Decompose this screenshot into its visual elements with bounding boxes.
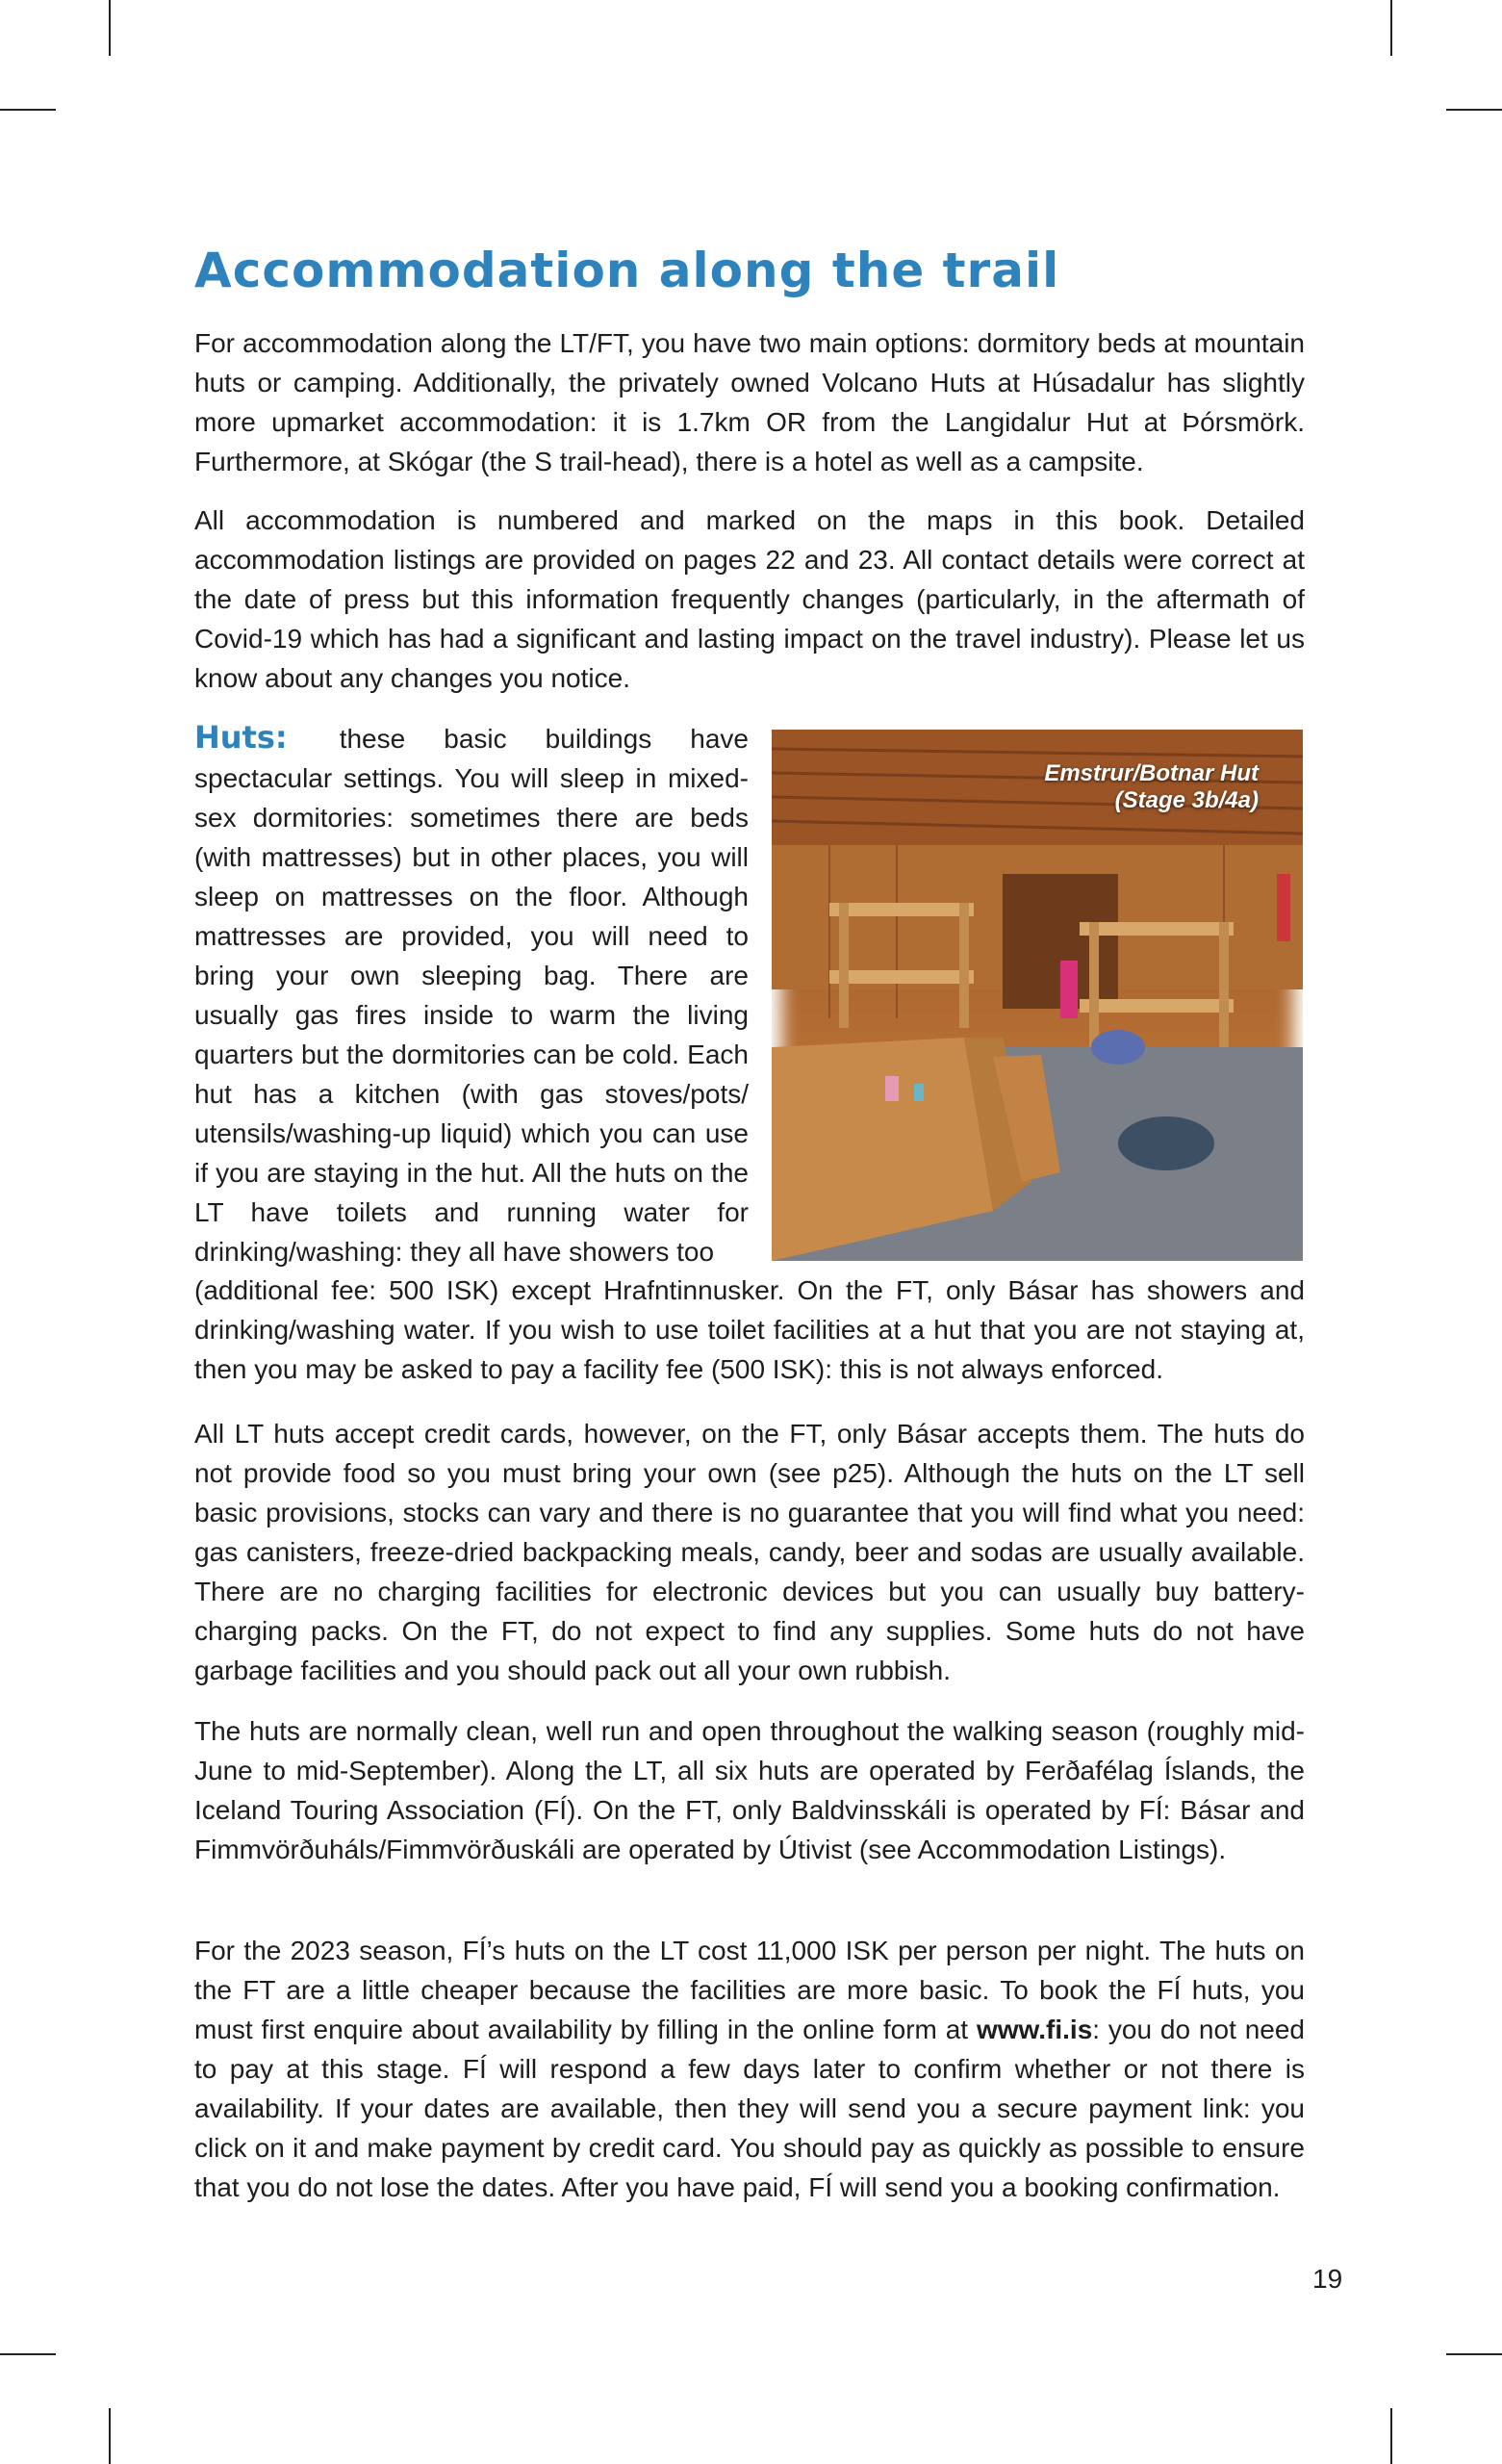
booking-text-start: For the 2023 season, FÍ’s huts on the LT cost 11,000 ISK per person per night. The huts on the FT are a little cheaper because the facilities are more basic. To book the FÍ huts, you must first enquire about availability by filling in the online form at bbox=[194, 1936, 1305, 2044]
crop-mark bbox=[1390, 0, 1392, 56]
booking-text-end: : you do not need to pay at this stage. FÍ will respond a few days later to confirm whether or not there is availability. If your dates are available, then they will send you a secure payment link: you click on it and make payment by credit card. You should pay as quickly as possible to ensure that you do not lose the dates. After you have paid, FÍ will send you a booking confirmation. bbox=[194, 2015, 1305, 2202]
crop-mark bbox=[109, 2408, 111, 2464]
huts-text-wrapped: these basic buildings have spectacular settings. You will sleep in mixed-sex dormitories: sometimes there are beds (with mattresses) but in other places, you will sleep on mattresses on the floor. Although mattresses are provided, you will need to bring your own sleeping bag. There are usually gas fires inside to warm the living quarters but the dormitories can be cold. Each hut has a kitchen (with gas stoves/pots/ utensils/washing-up liquid) which you can use if you are staying in the hut. All the huts on the LT have toilets and running water for drinking/washing: they all have showers too bbox=[194, 724, 749, 1267]
crop-mark bbox=[1390, 2408, 1392, 2464]
huts-paragraph-wrapped bbox=[194, 718, 749, 1271]
paragraph-credit-cards: All LT huts accept credit cards, however, on the FT, only Básar accepts them. The huts do not provide food so you must bring your own (see p25). Although the huts on the LT sell basic provisions, stocks can vary and there is no guarantee that you will find what you need: gas canisters, freeze-dried backpacking meals, candy, beer and sodas are usually available. There are no charging facilities for electronic devices but you can usually buy battery-charging packs. On the FT, do not expect to find any supplies. Some huts do not have garbage facilities and you should pack out all your own rubbish. bbox=[194, 1419, 1305, 1685]
paragraph-operators: The huts are normally clean, well run and open throughout the walking season (roughly mid-June to mid-September). Along the LT, all six huts are operated by Ferðafélag Íslands, the Iceland Touring Association (FÍ). On the FT, only Baldvinsskáli is operated by FÍ: Básar and Fimmvörðuháls/Fimmvörðuskáli are operated by Útivist (see Accommodation Listings). bbox=[194, 1716, 1305, 1864]
hut-interior-photo bbox=[772, 730, 1303, 1261]
huts-paragraph-continued: (additional fee: 500 ISK) except Hrafntinnusker. On the FT, only Básar has showers and drinking/washing water. If you wish to use toilet facilities at a hut that you are not staying at, then you may be asked to pay a facility fee (500 ISK): this is not always enforced. bbox=[194, 1275, 1305, 1384]
photo-caption bbox=[1044, 760, 1259, 814]
website-link[interactable]: www.fi.is bbox=[976, 2015, 1093, 2044]
paragraph-intro: For accommodation along the LT/FT, you have two main options: dormitory beds at mountain huts or camping. Additionally, the privately owned Volcano Huts at Húsadalur has slightly more upmarket accommodation: it is 1.7km OR from the Langidalur Hut at Þórsmörk. Furthermore, at Skógar (the S trail-head), there is a hotel as well as a campsite. bbox=[194, 328, 1305, 476]
huts-heading: Huts: bbox=[194, 719, 288, 756]
crop-mark bbox=[109, 0, 111, 56]
crop-mark bbox=[0, 109, 56, 111]
crop-mark bbox=[0, 2353, 56, 2355]
paragraph-listings: All accommodation is numbered and marked on the maps in this book. Detailed accommodation listings are provided on pages 22 and 23. All contact details were correct at the date of press but this information frequently changes (particularly, in the aftermath of Covid-19 which has had a significant and lasting impact on the travel industry). Please let us know about any changes you notice. bbox=[194, 505, 1305, 693]
paragraph-booking bbox=[194, 1931, 1305, 2207]
crop-mark bbox=[1446, 2353, 1502, 2355]
photo-caption-stage: (Stage 3b/4a) bbox=[1114, 787, 1259, 813]
crop-mark bbox=[1446, 109, 1502, 111]
page-title: Accommodation along the trail bbox=[194, 243, 1060, 298]
photo-caption-title: Emstrur/Botnar Hut bbox=[1044, 760, 1259, 786]
page-number: 19 bbox=[1312, 2264, 1343, 2294]
